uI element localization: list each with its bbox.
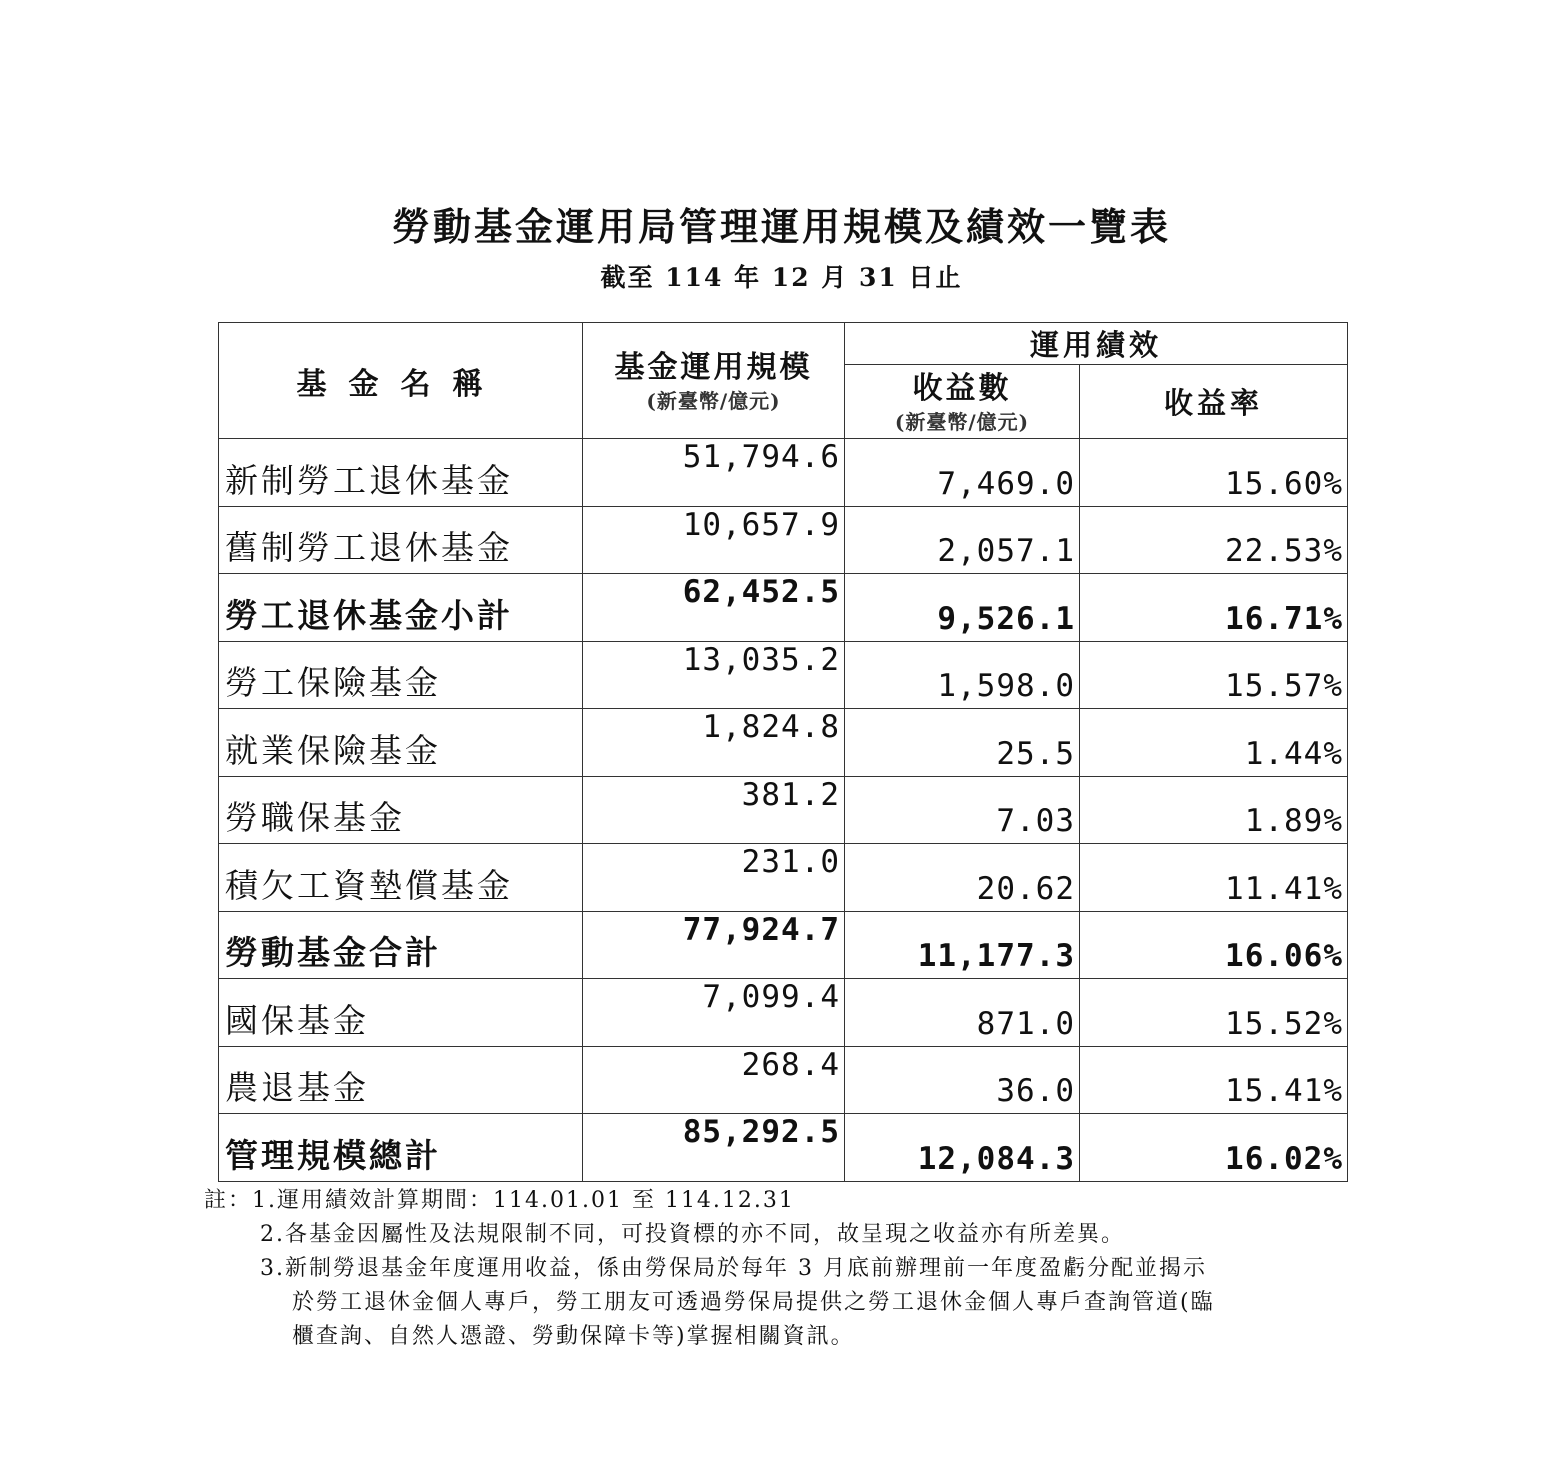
header-fund-name: 基金名稱 [219,323,583,439]
fund-profit-cell: 25.5 [845,709,1080,777]
fund-scale-cell: 51,794.6 [583,439,845,507]
fund-rate-cell: 16.06% [1080,911,1348,979]
table-row [219,641,1348,709]
table-row [219,439,1348,507]
fund-scale-cell: 381.2 [583,776,845,844]
table-body [219,439,1348,1182]
footnote-1: 註：1.運用績效計算期間：114.01.01 至 114.12.31 [204,1188,795,1213]
fund-rate-cell: 1.44% [1080,709,1348,777]
footnote-3-line-1: 3.新制勞退基金年度運用收益，係由勞保局於每年 3 月底前辦理前一年度盈虧分配並揭示 [260,1256,1207,1281]
table-row [219,844,1348,912]
fund-scale-cell: 13,035.2 [583,641,845,709]
fund-scale-cell: 231.0 [583,844,845,912]
fund-rate-cell: 15.57% [1080,641,1348,709]
footnote-3-line-3: 櫃查詢、自然人憑證、勞動保障卡等)掌握相關資訊。 [292,1324,855,1349]
fund-performance-table [218,322,1348,1182]
fund-scale-cell: 268.4 [583,1046,845,1114]
fund-rate-cell: 15.41% [1080,1046,1348,1114]
fund-profit-cell: 20.62 [845,844,1080,912]
header-profit [845,365,1080,439]
fund-name-cell: 國保基金 [219,979,583,1047]
fund-scale-cell: 10,657.9 [583,506,845,574]
fund-profit-cell: 7.03 [845,776,1080,844]
fund-name-cell: 舊制勞工退休基金 [219,506,583,574]
fund-name-cell: 就業保險基金 [219,709,583,777]
fund-scale-cell: 62,452.5 [583,574,845,642]
document-title: 勞動基金運用局管理運用規模及績效一覽表 [391,204,1171,249]
header-profit-unit: (新臺幣/億元) [894,409,1030,434]
footnote-3-line-2: 於勞工退休金個人專戶，勞工朋友可透過勞保局提供之勞工退休金個人專戶查詢管道(臨 [292,1290,1215,1315]
table-row [219,979,1348,1047]
fund-profit-cell: 11,177.3 [845,911,1080,979]
fund-scale-cell: 77,924.7 [583,911,845,979]
fund-profit-cell: 9,526.1 [845,574,1080,642]
fund-name-cell: 勞動基金合計 [219,911,583,979]
fund-rate-cell: 16.02% [1080,1114,1348,1182]
fund-scale-cell: 1,824.8 [583,709,845,777]
fund-profit-cell: 871.0 [845,979,1080,1047]
document-subtitle: 截至 114 年 12 月 31 日止 [600,263,963,292]
fund-profit-cell: 12,084.3 [845,1114,1080,1182]
header-scale-unit: (新臺幣/億元) [646,388,781,413]
fund-rate-cell: 15.60% [1080,439,1348,507]
footnote-2: 2.各基金因屬性及法規限制不同，可投資標的亦不同，故呈現之收益亦有所差異。 [260,1222,1125,1247]
header-scale-label: 基金運用規模 [614,349,813,385]
fund-profit-cell: 1,598.0 [845,641,1080,709]
table-row [219,911,1348,979]
fund-scale-cell: 7,099.4 [583,979,845,1047]
header-profit-label: 收益數 [912,370,1012,406]
fund-name-cell: 管理規模總計 [219,1114,583,1182]
fund-name-cell: 積欠工資墊償基金 [219,844,583,912]
fund-rate-cell: 1.89% [1080,776,1348,844]
table-header [219,323,1348,439]
fund-rate-cell: 22.53% [1080,506,1348,574]
fund-profit-cell: 7,469.0 [845,439,1080,507]
fund-name-cell: 勞職保基金 [219,776,583,844]
table-row [219,1046,1348,1114]
header-scale [583,323,845,439]
fund-scale-cell: 85,292.5 [583,1114,845,1182]
fund-profit-cell: 2,057.1 [845,506,1080,574]
table-row [219,574,1348,642]
fund-rate-cell: 11.41% [1080,844,1348,912]
fund-name-cell: 農退基金 [219,1046,583,1114]
table-row [219,776,1348,844]
fund-name-cell: 勞工保險基金 [219,641,583,709]
fund-name-cell: 勞工退休基金小計 [219,574,583,642]
table-row [219,709,1348,777]
table-row [219,506,1348,574]
fund-profit-cell: 36.0 [845,1046,1080,1114]
footnotes [204,1184,1454,1354]
header-rate: 收益率 [1080,365,1348,439]
fund-rate-cell: 16.71% [1080,574,1348,642]
header-performance: 運用績效 [845,323,1348,365]
fund-name-cell: 新制勞工退休基金 [219,439,583,507]
table-row [219,1114,1348,1182]
fund-rate-cell: 15.52% [1080,979,1348,1047]
